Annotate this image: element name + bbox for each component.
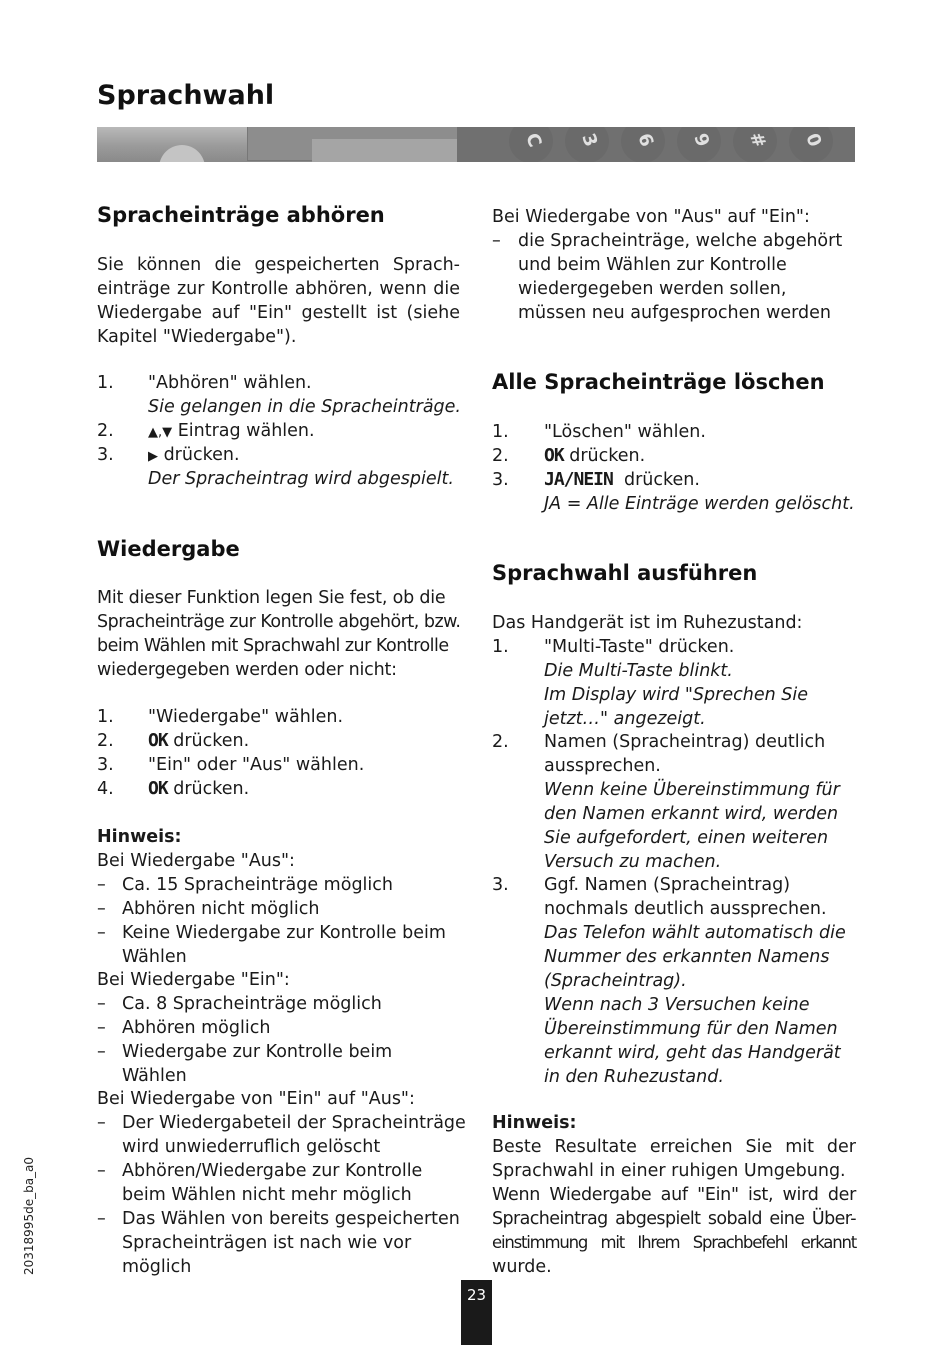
step-note: in den Ruhezustand.	[544, 1067, 724, 1087]
list-item: Wählen	[122, 947, 187, 967]
step-label: drücken.	[563, 446, 646, 466]
step-label: drücken.	[167, 731, 250, 751]
list-item: müssen neu aufgesprochen werden	[518, 303, 831, 323]
step-note: erkannt wird, geht das Handgerät	[544, 1043, 841, 1063]
intro-line: Sie können die gespeicherten Sprach-	[97, 255, 460, 275]
intro-line: Wiedergabe auf "Ein" gestellt ist (siehe	[97, 303, 460, 323]
ok-key-icon: OK	[148, 730, 168, 751]
step-text	[544, 444, 645, 468]
step-note: Übereinstimmung für den Namen	[544, 1019, 838, 1039]
step-note: Wenn nach 3 Versuchen keine	[544, 995, 810, 1015]
intro-line: Kapitel "Wiedergabe").	[97, 327, 297, 347]
step-note: Versuch zu machen.	[544, 852, 722, 872]
dash-bullet: –	[97, 923, 106, 943]
step-number: 1.	[97, 707, 114, 727]
keypad-key: 3	[559, 127, 615, 162]
step-number: 2.	[97, 421, 114, 441]
step-note: Nummer des erkannten Namens	[544, 947, 830, 967]
round-button-graphic	[159, 145, 205, 162]
list-label: Bei Wiedergabe "Ein":	[97, 970, 290, 990]
section-intro: Das Handgerät ist im Ruhezustand:	[492, 613, 803, 633]
note-heading: Hinweis:	[492, 1113, 577, 1133]
list-item: Ca. 8 Spracheinträge möglich	[122, 994, 382, 1014]
dash-bullet: –	[97, 1161, 106, 1181]
step-number: 4.	[97, 779, 114, 799]
note-paragraph	[492, 1135, 856, 1279]
list-label: Bei Wiedergabe von "Aus" auf "Ein":	[492, 207, 810, 227]
up-down-arrows-icon: ▲,▼	[148, 425, 173, 440]
dash-bullet: –	[492, 231, 501, 251]
step-note: Im Display wird "Sprechen Sie	[544, 685, 808, 705]
list-item: Wählen	[122, 1066, 187, 1086]
step-note: den Namen erkannt wird, werden	[544, 804, 839, 824]
step-label: drücken.	[158, 445, 240, 465]
step-number: 2.	[492, 446, 509, 466]
section-heading-loeschen: Alle Spracheinträge löschen	[492, 370, 825, 394]
keypad-key: 6	[615, 127, 671, 162]
page-number: 23	[461, 1280, 492, 1345]
note-line: wurde.	[492, 1257, 552, 1277]
step-number: 3.	[492, 875, 509, 895]
step-text	[148, 419, 315, 445]
dash-bullet: –	[97, 899, 106, 919]
ok-key-icon: OK	[544, 445, 564, 466]
intro-line: einträge zur Kontrolle abhören, wenn die	[97, 279, 460, 299]
display-graphic-inner	[312, 139, 462, 162]
keypad-key: C	[503, 127, 559, 162]
step-note: Der Spracheintrag wird abgespielt.	[148, 469, 454, 489]
note-line: Beste Resultate erreichen Sie mit der	[492, 1137, 856, 1157]
step-number: 1.	[97, 373, 114, 393]
list-item: Abhören nicht möglich	[122, 899, 320, 919]
step-text: nochmals deutlich aussprechen.	[544, 899, 827, 919]
list-item: Wiedergabe zur Kontrolle beim	[122, 1042, 393, 1062]
step-number: 3.	[97, 755, 114, 775]
step-label: Eintrag wählen.	[172, 421, 315, 441]
list-item: und beim Wählen zur Kontrolle	[518, 255, 787, 275]
step-number: 1.	[492, 637, 509, 657]
step-note: Die Multi-Taste blinkt.	[544, 661, 733, 681]
step-text	[148, 443, 240, 469]
play-arrow-icon: ▶	[148, 449, 158, 464]
step-text: "Ein" oder "Aus" wählen.	[148, 755, 365, 775]
ja-nein-key-icon: JA/NEIN	[544, 469, 613, 490]
wiedergabe-intro	[97, 586, 462, 682]
step-text: "Wiedergabe" wählen.	[148, 707, 344, 727]
step-note: (Spracheintrag).	[544, 971, 687, 991]
dash-bullet: –	[97, 1209, 106, 1229]
step-text: Ggf. Namen (Spracheintrag)	[544, 875, 791, 895]
intro-line: Spracheinträge zur Kontrolle abgehört, bzw.	[97, 612, 461, 632]
step-number: 2.	[492, 732, 509, 752]
step-number: 1.	[492, 422, 509, 442]
step-text: "Löschen" wählen.	[544, 422, 706, 442]
step-text: Namen (Spracheintrag) deutlich	[544, 732, 826, 752]
document-code: 20318995de_ba_a0	[22, 1156, 36, 1275]
dash-bullet: –	[97, 994, 106, 1014]
dash-bullet: –	[97, 1018, 106, 1038]
list-item: Das Wählen von bereits gespeicherten	[122, 1209, 460, 1229]
step-text	[148, 729, 249, 753]
section-heading-abhoeren: Spracheinträge abhören	[97, 203, 385, 227]
list-item: Ca. 15 Spracheinträge möglich	[122, 875, 393, 895]
step-text	[148, 777, 249, 801]
note-line: Wenn Wiedergabe auf "Ein" ist, wird der	[492, 1185, 856, 1205]
list-label: Bei Wiedergabe von "Ein" auf "Aus":	[97, 1089, 415, 1109]
list-item: Abhören möglich	[122, 1018, 271, 1038]
step-note: Wenn keine Übereinstimmung für	[544, 780, 840, 800]
dash-bullet: –	[97, 875, 106, 895]
section-heading-ausfuehren: Sprachwahl ausführen	[492, 561, 758, 585]
note-line: Spracheintrag abgespielt sobald eine Über-	[492, 1209, 856, 1229]
intro-line: Mit dieser Funktion legen Sie fest, ob die	[97, 588, 446, 608]
list-item: Spracheinträgen ist nach wie vor	[122, 1233, 412, 1253]
note-heading: Hinweis:	[97, 827, 182, 847]
intro-line: beim Wählen mit Sprachwahl zur Kontrolle	[97, 636, 449, 656]
step-number: 3.	[492, 470, 509, 490]
note-line: einstimmung mit Ihrem Sprachbefehl erkannt	[492, 1233, 856, 1252]
section-heading-wiedergabe: Wiedergabe	[97, 537, 240, 561]
list-item: wiedergegeben werden sollen,	[518, 279, 787, 299]
list-item: wird unwiederruflich gelöscht	[122, 1137, 381, 1157]
list-item: möglich	[122, 1257, 192, 1277]
step-label: drücken.	[167, 779, 250, 799]
list-item: Abhören/Wiedergabe zur Kontrolle	[122, 1161, 423, 1181]
step-text	[544, 468, 700, 492]
keypad-key: 9	[671, 127, 727, 162]
step-note: jetzt…" angezeigt.	[544, 709, 706, 729]
list-label: Bei Wiedergabe "Aus":	[97, 851, 295, 871]
step-number: 3.	[97, 445, 114, 465]
step-note: Sie gelangen in die Spracheinträge.	[148, 397, 461, 417]
page-title: Sprachwahl	[97, 80, 275, 111]
list-item: Der Wiedergabeteil der Spracheinträge	[122, 1113, 466, 1133]
note-line: Sprachwahl in einer ruhigen Umgebung.	[492, 1161, 846, 1181]
keypad-key: #	[727, 127, 783, 162]
list-item: die Spracheinträge, welche abgehört	[518, 231, 843, 251]
list-item: Keine Wiedergabe zur Kontrolle beim	[122, 923, 446, 943]
list-item: beim Wählen nicht mehr möglich	[122, 1185, 412, 1205]
dash-bullet: –	[97, 1113, 106, 1133]
step-note: Sie aufgefordert, einen weiteren	[544, 828, 829, 848]
abhoeren-intro	[97, 253, 460, 349]
step-number: 2.	[97, 731, 114, 751]
keypad-key: 0	[783, 127, 839, 162]
step-text: "Multi-Taste" drücken.	[544, 637, 735, 657]
step-note: Das Telefon wählt automatisch die	[544, 923, 846, 943]
step-label: drücken.	[612, 470, 700, 490]
step-text: "Abhören" wählen.	[148, 373, 312, 393]
step-note: JA = Alle Einträge werden gelöscht.	[544, 494, 855, 514]
dash-bullet: –	[97, 1042, 106, 1062]
ok-key-icon: OK	[148, 778, 168, 799]
step-text: aussprechen.	[544, 756, 661, 776]
intro-line: wiedergegeben werden oder nicht:	[97, 660, 397, 680]
phone-keypad-banner-image	[97, 127, 855, 162]
